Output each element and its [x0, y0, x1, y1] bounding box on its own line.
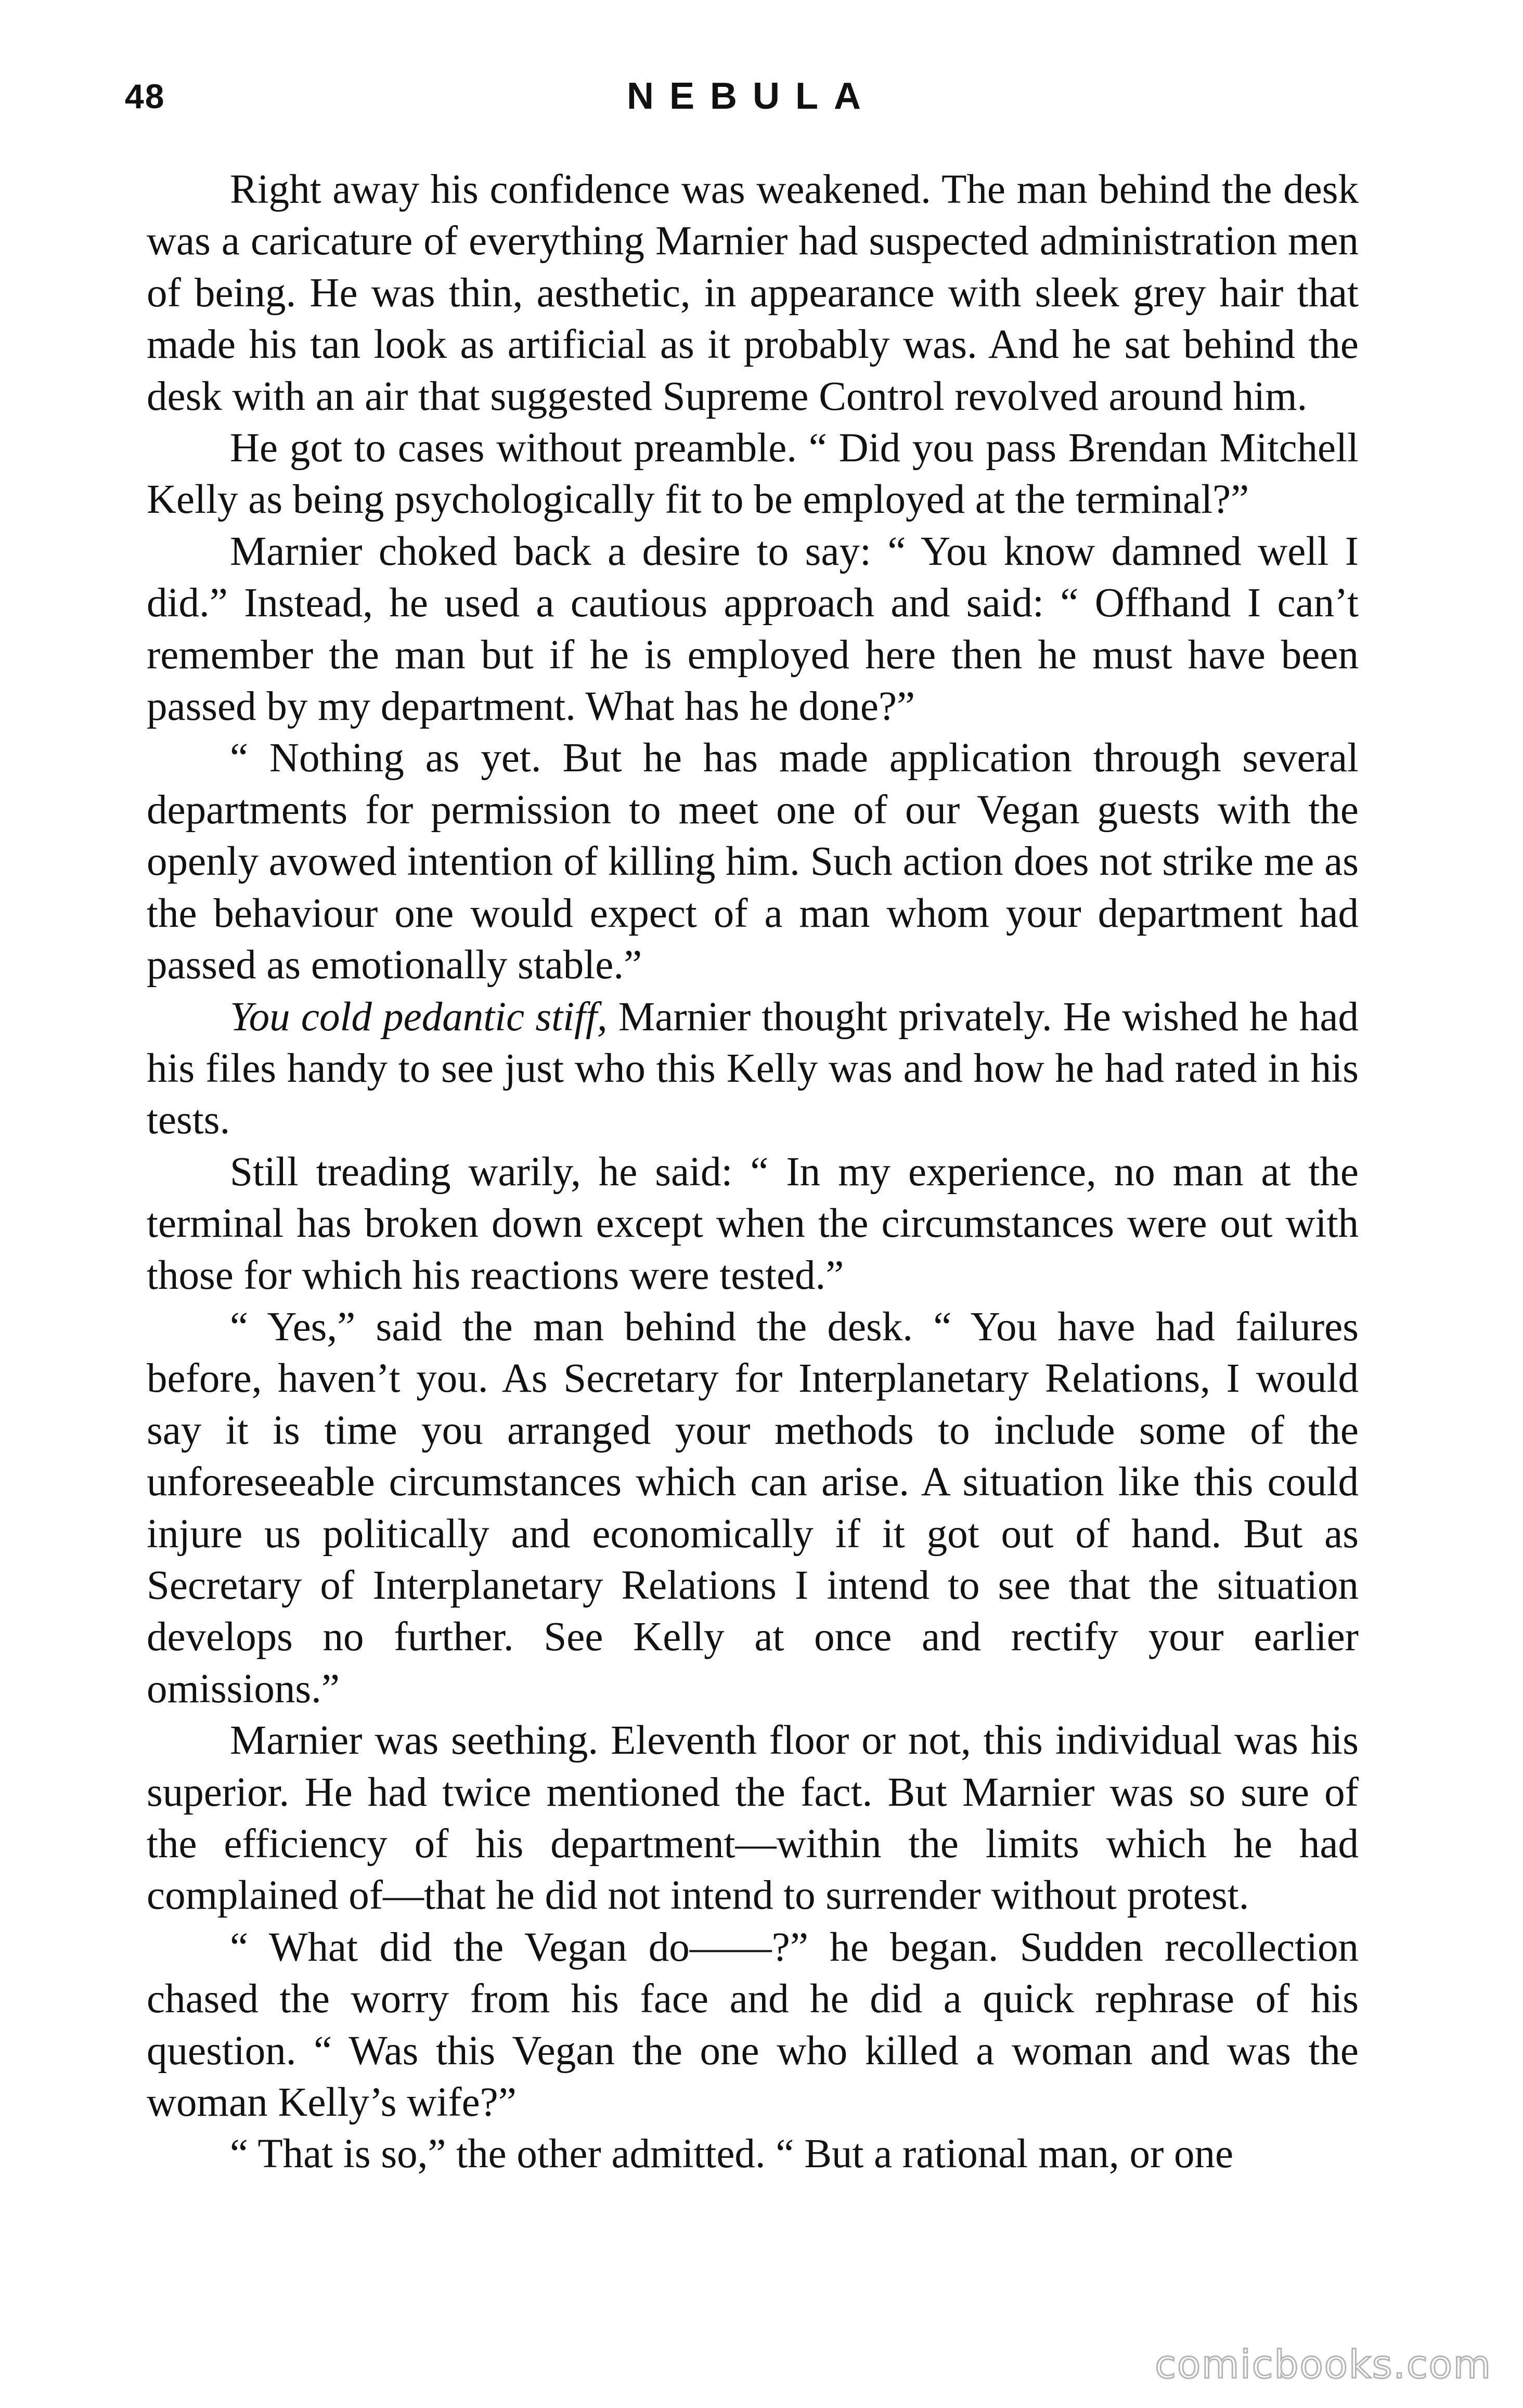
running-title: NEBULA	[627, 75, 876, 117]
paragraph: Right away his confidence was weakened. The man behind the desk was a caricature of everything Marnier had suspected administration men of being. He was thin, aesthetic, in appearance with sleek grey hair that made his tan look as artificial as it probably was. And he sat behind the desk with an air that suggested Supreme Control revolved around him.	[147, 167, 1359, 419]
paragraph: Still treading warily, he said: “ In my experience, no man at the terminal has broken down except when the circumstances were out with those for which his reactions were tested.”	[147, 1149, 1359, 1298]
paragraph: Marnier was seething. Eleventh floor or not, this individual was his superior. He had twice mentioned the fact. But Marnier was so sure of the efficiency of his department—within the limits which he had complained of—that he did not intend to surrender without protest.	[147, 1718, 1359, 1919]
paragraph	[147, 991, 1359, 1146]
paragraph-text: Marnier thought privately. He wished he had his files handy to see just who this Kelly was and how he had rated in his tests.	[147, 994, 1359, 1143]
paragraph: “ Yes,” said the man behind the desk. “ You have had failures before, haven’t you. As Secretary for Interplanetary Relations, I would say it is time you arranged your methods to include some of the unforeseeable circumstances which can arise. A situation like this could injure us politically and economically if it got out of hand. But as Secretary of Interplanetary Relations I intend to see that the situation develops no further. See Kelly at once and rectify your earlier omissions.”	[147, 1304, 1359, 1712]
watermark: comicbooks.com	[1155, 2342, 1492, 2387]
paragraph: He got to cases without preamble. “ Did you pass Brendan Mitchell Kelly as being psychologically fit to be employed at the terminal?”	[147, 425, 1359, 523]
page-number: 48	[125, 77, 165, 115]
paragraph: Marnier choked back a desire to say: “ You know damned well I did.” Instead, he used a cautious approach and said: “ Offhand I can’t remember the man but if he is employed here then he must have been passed by my department. What has he done?”	[147, 528, 1359, 730]
body-text	[147, 164, 1359, 2180]
italic-phrase: You cold pedantic stiff,	[230, 994, 608, 1040]
paragraph: “ That is so,” the other admitted. “ But a rational man, or one	[230, 2131, 1234, 2177]
paragraph: “ Nothing as yet. But he has made application through several departments for permission to meet one of our Vegan guests with the openly avowed intention of killing him. Such action does not strike me as the behaviour one would expect of a man whom your department had passed as emotionally stable.”	[147, 735, 1359, 988]
paragraph: “ What did the Vegan do——?” he began. Sudden recollection chased the worry from his face and he did a quick rephrase of his question. “ Was this Vegan the one who killed a woman and was the woman Kelly’s wife?”	[147, 1924, 1359, 2126]
page-header	[125, 68, 1378, 125]
